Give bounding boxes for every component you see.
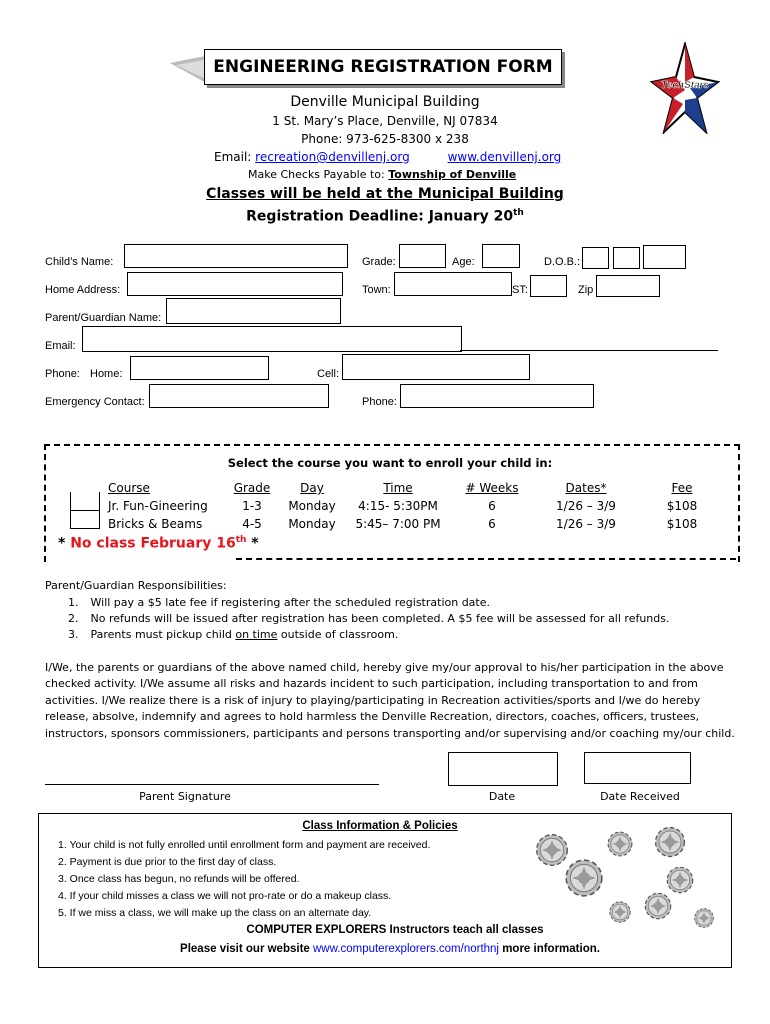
- date-input[interactable]: [448, 752, 558, 786]
- column-header-time: Time: [383, 481, 413, 495]
- course-cell-course: Jr. Fun-Gineering: [108, 499, 208, 513]
- course-cell-grade: 1-3: [242, 499, 262, 513]
- course-heading: Select the course you want to enroll your child in:: [227, 456, 553, 470]
- venue-phone: Phone: 973-625-8300 x 238: [301, 132, 469, 146]
- waiver-line: release, absolve, indemnify and agrees to hold harmless the Denville Recreation, directors, coaches, officers, trustees,: [45, 710, 700, 724]
- email-input[interactable]: [82, 326, 462, 352]
- gears-icon: [528, 822, 724, 954]
- dob-label: D.O.B.:: [544, 256, 581, 268]
- form-title-box: [204, 49, 562, 85]
- grade-input[interactable]: [399, 244, 446, 268]
- course-cell-fee: $108: [666, 499, 698, 513]
- home-address-label: Home Address:: [45, 284, 121, 296]
- state-input[interactable]: [530, 275, 567, 297]
- checks-label: Make Checks Payable to:: [248, 168, 385, 181]
- policy-item: 1. Your child is not fully enrolled until enrollment form and payment are received.: [58, 839, 431, 851]
- venue-name: Denville Municipal Building: [290, 94, 480, 110]
- child-name-input[interactable]: [124, 244, 348, 268]
- course-checkbox[interactable]: [70, 492, 100, 511]
- checks-payee: Township of Denville: [388, 168, 517, 181]
- column-header-course: Course: [108, 481, 150, 495]
- course-checkbox[interactable]: [70, 510, 100, 529]
- responsibilities-heading: Parent/Guardian Responsibilities:: [45, 579, 227, 592]
- registration-deadline: Registration Deadline: January 20th: [246, 208, 524, 225]
- parent-signature-label: Parent Signature: [139, 790, 231, 803]
- waiver-line: checked activity. I/We assume all risks and hazards incident to such participation, including transportation to and from: [45, 677, 698, 691]
- course-cell-day: Monday: [288, 499, 336, 513]
- column-header-weeks: # Weeks: [465, 481, 519, 495]
- email-link[interactable]: recreation@denvillenj.org: [255, 150, 410, 164]
- contact-line: [214, 150, 561, 164]
- emergency-phone-label: Phone:: [362, 396, 397, 408]
- dob-year-input[interactable]: [643, 245, 686, 269]
- email-underline: [460, 350, 718, 351]
- logo-text: TechStars: [661, 80, 709, 91]
- dob-month-input[interactable]: [582, 247, 609, 269]
- age-input[interactable]: [482, 244, 520, 268]
- column-header-dates: Dates*: [565, 481, 607, 495]
- grade-label: Grade:: [362, 256, 396, 268]
- email-field-label: Email:: [45, 340, 76, 352]
- policy-item: 5. If we miss a class, we will make up the class on an alternate day.: [58, 907, 372, 919]
- column-header-fee: Fee: [671, 481, 693, 495]
- policies-footer-website: Please visit our website www.computerexplorers.com/northnj more information.: [180, 943, 600, 955]
- waiver-line: activities. I/We realize there is a risk of injury to playing/participating in Recreation activities/sports and I/we do hereby: [45, 693, 701, 707]
- responsibility-item: 3. Parents must pickup child on time outside of classroom.: [68, 628, 399, 641]
- policy-item: 4. If your child misses a class we will not pro-rate or do a makeup class.: [58, 890, 392, 902]
- emergency-contact-input[interactable]: [149, 384, 329, 408]
- course-cell-dates: 1/26 – 3/9: [556, 499, 616, 513]
- column-header-grade: Grade: [233, 481, 271, 495]
- parent-name-input[interactable]: [166, 298, 341, 324]
- course-cell-fee: $108: [666, 517, 698, 531]
- course-cell-dates: 1/26 – 3/9: [556, 517, 616, 531]
- child-name-label: Child’s Name:: [45, 256, 114, 268]
- policies-footer-instructors: COMPUTER EXPLORERS Instructors teach all classes: [246, 924, 544, 936]
- waiver-line: I/We, the parents or guardians of the above named child, hereby give my/our approval to his/her participation in the above: [45, 661, 724, 674]
- cell-phone-input[interactable]: [342, 354, 530, 380]
- course-cell-time: 4:15- 5:30PM: [358, 499, 438, 513]
- responsibility-item: 2. No refunds will be issued after registration has been completed. A $5 fee will be assessed for all refunds.: [68, 612, 670, 625]
- age-label: Age:: [452, 256, 475, 268]
- town-input[interactable]: [394, 272, 512, 296]
- responsibility-item: 1. Will pay a $5 late fee if registering after the scheduled registration date.: [68, 596, 490, 609]
- course-cell-course: Bricks & Beams: [108, 517, 203, 531]
- dob-day-input[interactable]: [613, 247, 640, 269]
- state-label: ST:: [512, 284, 528, 296]
- email-label: Email:: [214, 150, 252, 164]
- home-phone-input[interactable]: [130, 356, 269, 380]
- waiver-line: instructors, sponsors commissioners, participants and persons transporting and/or supervising and/or coaching my/our child.: [45, 726, 735, 740]
- policy-item: 3. Once class has begun, no refunds will be offered.: [58, 873, 300, 885]
- policies-title: Class Information & Policies: [302, 820, 458, 832]
- checks-line: [248, 168, 516, 181]
- policy-item: 2. Payment is due prior to the first day of class.: [58, 856, 277, 868]
- emergency-contact-label: Emergency Contact:: [45, 396, 145, 408]
- website-link[interactable]: www.denvillenj.org: [447, 150, 562, 164]
- date-received-input[interactable]: [584, 752, 691, 784]
- column-header-day: Day: [300, 481, 324, 495]
- phone-label: Phone:: [45, 368, 80, 380]
- course-cell-weeks: 6: [488, 499, 496, 513]
- form-title: ENGINEERING REGISTRATION FORM: [213, 57, 553, 77]
- course-cell-weeks: 6: [488, 517, 496, 531]
- date-received-label: Date Received: [600, 790, 680, 803]
- emergency-phone-input[interactable]: [400, 384, 594, 408]
- course-cell-day: Monday: [288, 517, 336, 531]
- zip-label: Zip: [578, 284, 594, 296]
- zip-input[interactable]: [596, 275, 660, 297]
- waiver-paragraph: [45, 660, 735, 742]
- town-label: Town:: [362, 284, 391, 296]
- home-address-input[interactable]: [127, 272, 343, 296]
- parent-name-label: Parent/Guardian Name:: [45, 312, 162, 324]
- date-label: Date: [488, 790, 516, 803]
- course-cell-grade: 4-5: [242, 517, 262, 531]
- course-panel-bottom-rule: [236, 558, 736, 560]
- home-phone-label: Home:: [90, 368, 123, 380]
- venue-address: 1 St. Mary’s Place, Denville, NJ 07834: [272, 114, 498, 128]
- computer-explorers-link[interactable]: www.computerexplorers.com/northnj: [313, 943, 499, 955]
- parent-signature-line[interactable]: [45, 784, 379, 785]
- cell-phone-label: Cell:: [317, 368, 340, 380]
- no-class-note: * No class February 16th *: [58, 535, 259, 552]
- course-cell-time: 5:45– 7:00 PM: [355, 517, 441, 531]
- classes-location: Classes will be held at the Municipal Building: [206, 186, 564, 202]
- techstars-logo: [650, 42, 720, 134]
